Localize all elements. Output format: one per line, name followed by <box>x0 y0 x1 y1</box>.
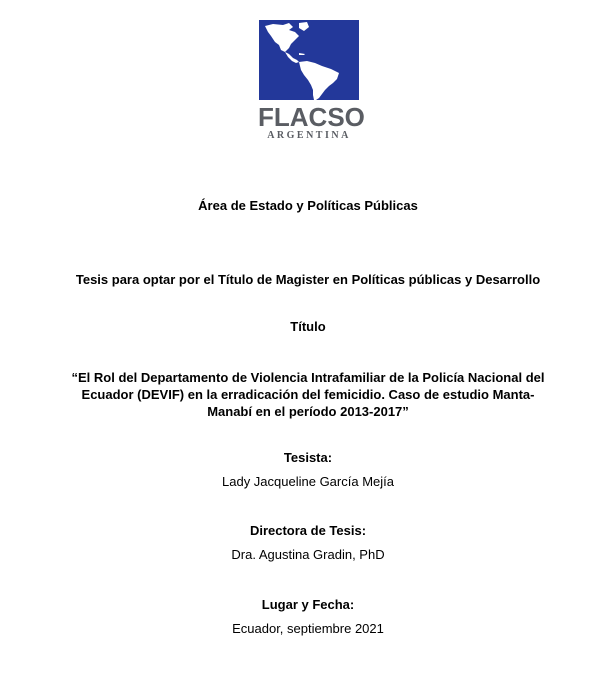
thesis-title-line: Manabí en el período 2013-2017” <box>207 404 409 419</box>
title-label: Título <box>290 319 326 334</box>
advisor-name: Dra. Agustina Gradin, PhD <box>231 547 385 562</box>
flacso-logo <box>258 20 365 141</box>
thesis-title <box>60 369 556 420</box>
logo-subtitle: ARGENTINA <box>267 130 351 141</box>
americas-map-icon <box>259 20 359 100</box>
area-heading: Área de Estado y Políticas Públicas <box>198 198 418 213</box>
thesis-title-line: Ecuador (DEVIF) en la erradicación del femicidio. Caso de estudio Manta- <box>81 387 535 402</box>
thesis-title-line: “El Rol del Departamento de Violencia Intrafamiliar de la Policía Nacional del <box>71 370 545 385</box>
author-label: Tesista: <box>283 450 333 465</box>
logo-name: FLACSO <box>258 102 365 132</box>
author-name: Lady Jacqueline García Mejía <box>222 474 394 489</box>
advisor-label: Directora de Tesis: <box>249 523 367 538</box>
place-date-label: Lugar y Fecha: <box>261 597 355 612</box>
place-date: Ecuador, septiembre 2021 <box>232 621 384 636</box>
thesis-purpose: Tesis para optar por el Título de Magister en Políticas públicas y Desarrollo <box>75 272 541 287</box>
